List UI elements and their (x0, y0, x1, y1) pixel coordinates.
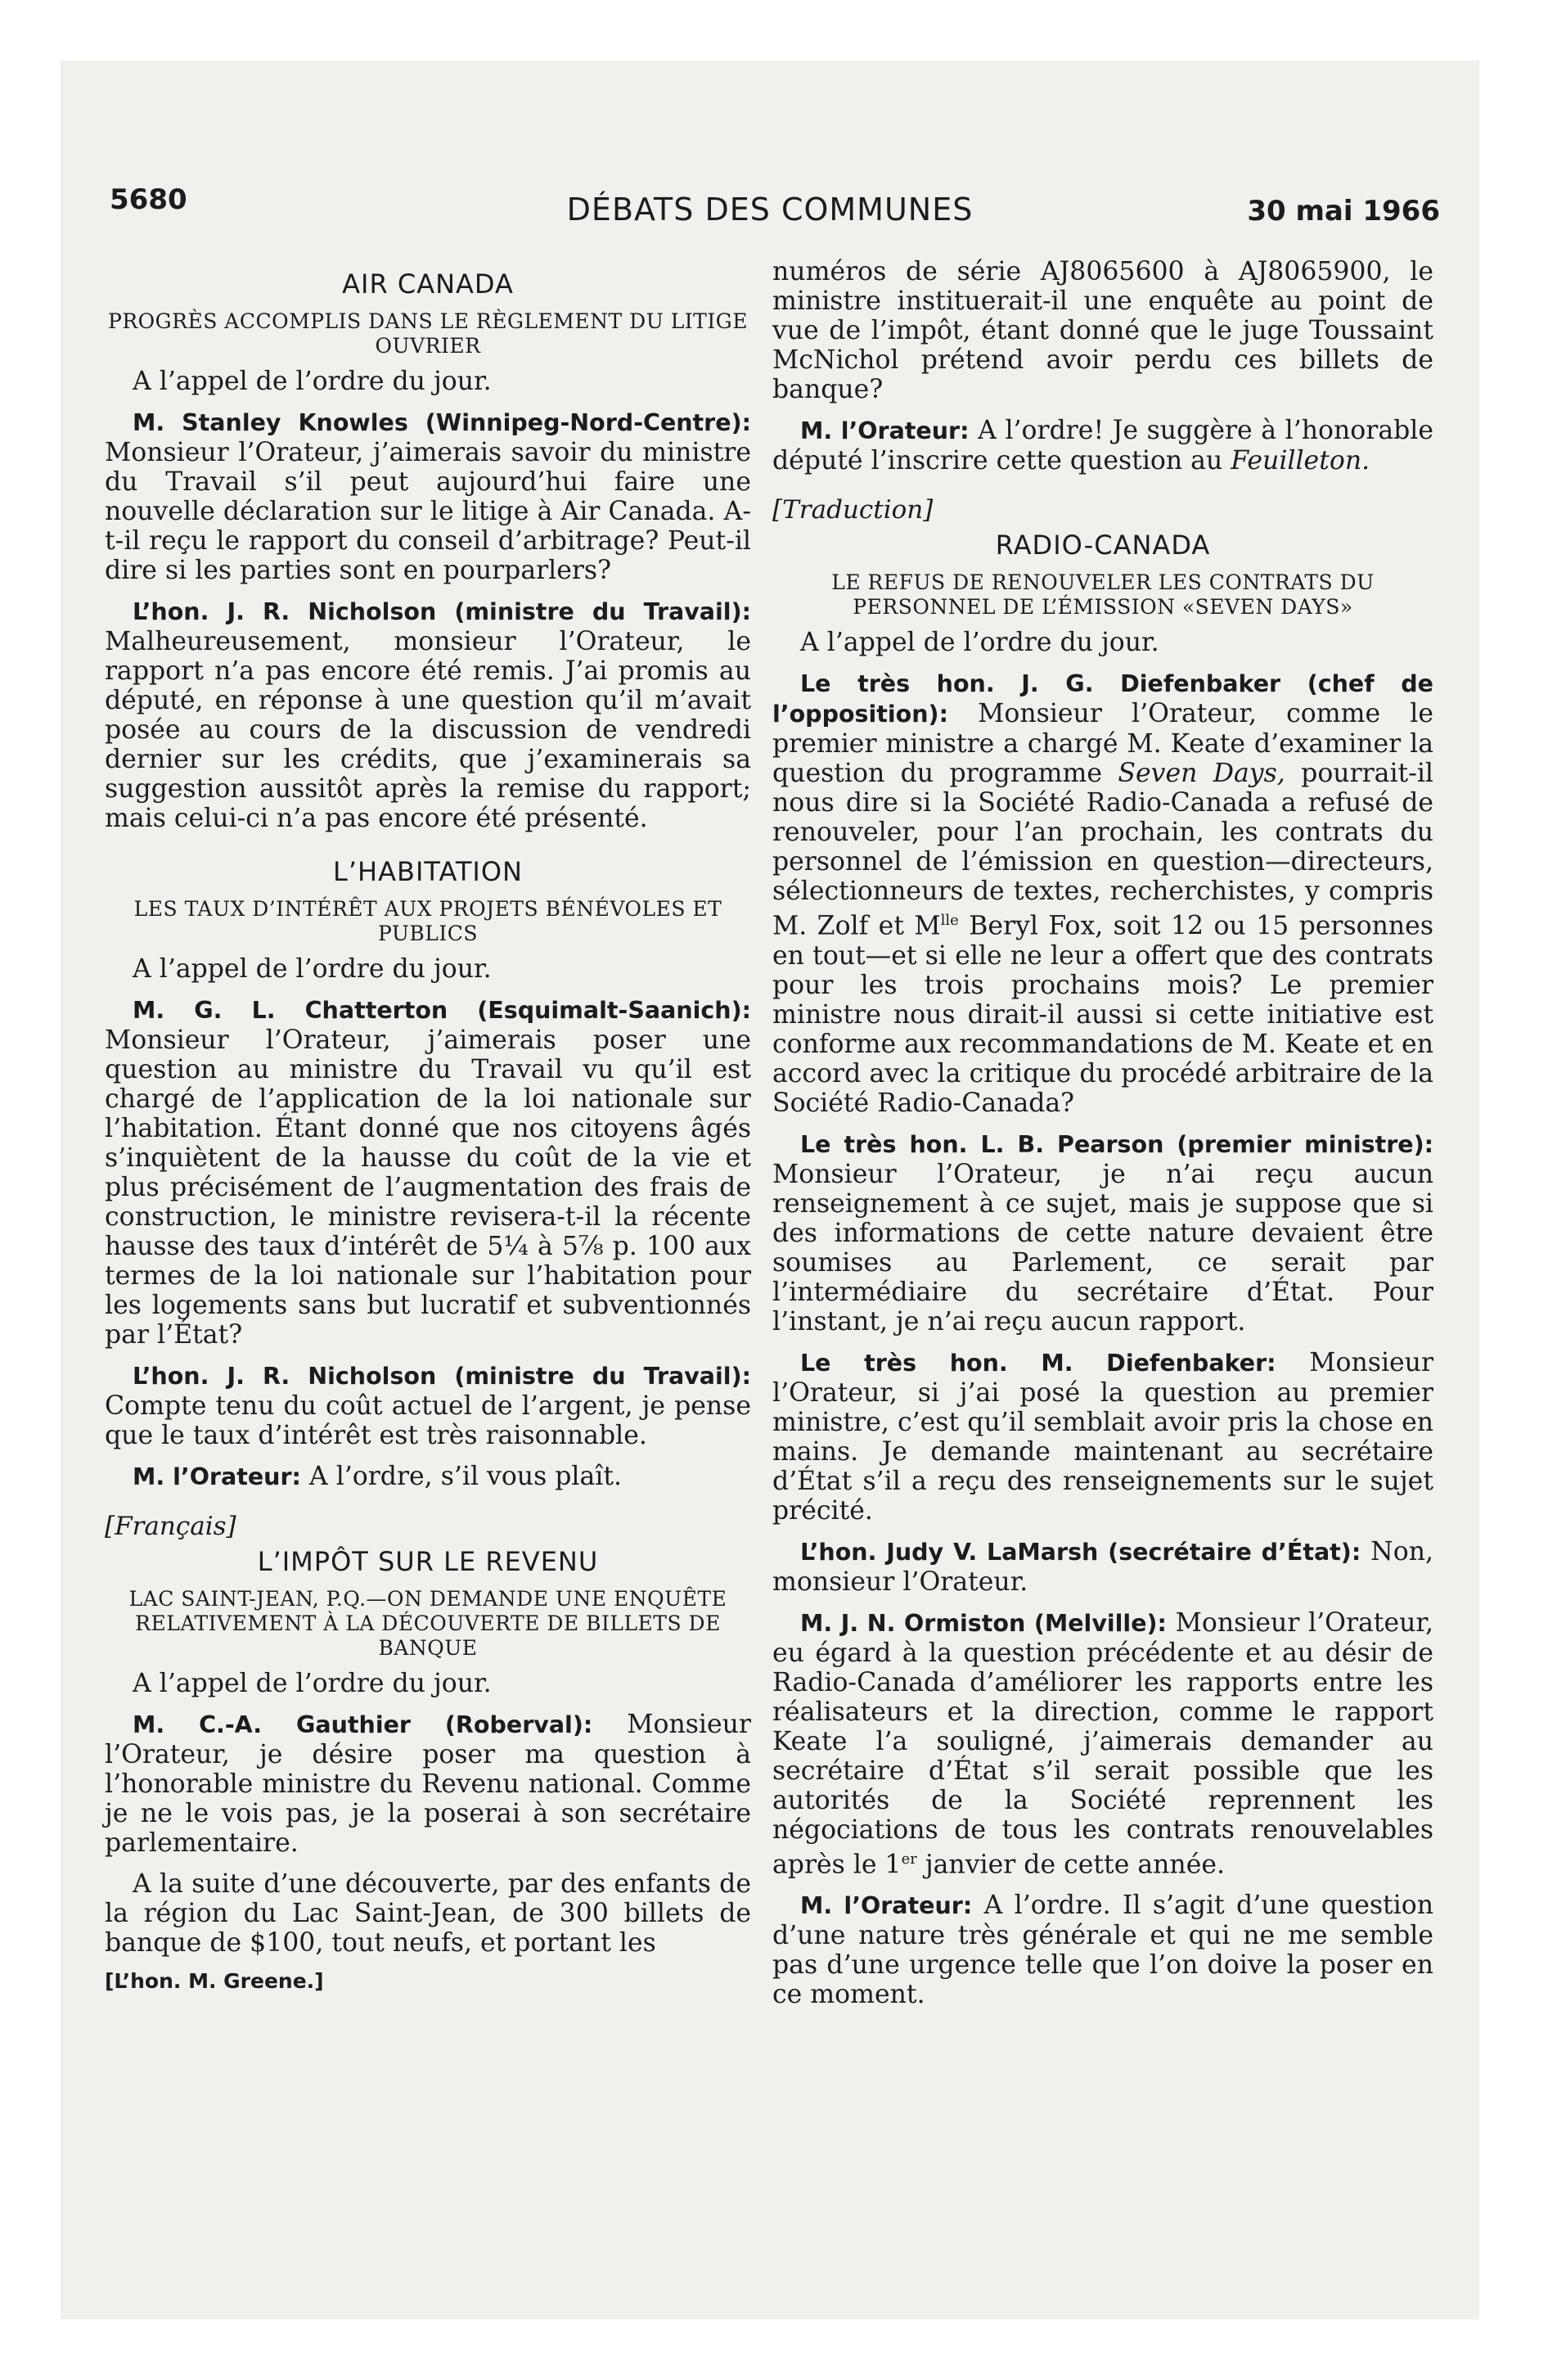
language-tag: [Français] (105, 1512, 236, 1541)
speech-text: A l’ordre, s’il vous plaît. (300, 1462, 623, 1491)
speech-text: Monsieur l’Orateur, si j’ai posé la question au premier ministre, c’est qu’il semblait avoir pris la chose en mains. Je demande maintenant au secrétaire d’État s’il a reçu des renseignements sur le sujet précité. (772, 1347, 1434, 1526)
italic-text: Feuilleton. (1231, 446, 1370, 476)
speech-text: A l’ordre. Il s’agit d’une question d’une nature très générale et qui ne me semble pas d’une urgence telle que l’on doive la poser en ce moment. (772, 1891, 1434, 2009)
speech-text: Malheureusement, monsieur l’Orateur, le rapport n’a pas encore été remis. J’ai promis au député, en réponse à une question qu’il m’avait posée au cours de la discussion de vendredi dernier sur les crédits, que j’examinerais sa suggestion aussitôt après la remise du rapport; mais celui-ci n’a pas encore été présenté. (105, 627, 751, 833)
speaker-name: Le très hon. M. Diefenbaker: (800, 1349, 1276, 1377)
speaker-name: M. G. L. Chatterton (Esquimalt-Saanich): (133, 997, 751, 1024)
speech-text: Compte tenu du coût actuel de l’argent, je pense que le taux d’intérêt est très raisonnable. (105, 1391, 751, 1450)
speaker-name: M. l’Orateur: (800, 417, 970, 444)
paragraph (105, 995, 751, 1350)
paragraph (105, 408, 751, 585)
issue-date: 30 mai 1966 (1247, 195, 1440, 228)
italic-text: Seven Days, (1118, 759, 1285, 788)
speaker-name: Le très hon. J. G. Diefenbaker (chef de l’opposition): (772, 670, 1433, 728)
speech-text: Monsieur l’Orateur, j’aimerais savoir du ministre du Travail s’il peut aujourd’hui faire une nouvelle déclaration sur le litige à Air Canada. A-t-il reçu le rapport du conseil d’arbitrage? Peut-il dire si les parties sont en pourparlers? (105, 438, 751, 585)
paragraph (772, 416, 1433, 476)
paragraph (105, 1462, 751, 1492)
speaker-name: M. C.-A. Gauthier (Roberval): (133, 1711, 593, 1738)
speaker-name: L’hon. Judy V. LaMarsh (secrétaire d’État): (800, 1538, 1361, 1566)
superscript: er (901, 1850, 917, 1868)
paragraph: A l’appel de l’ordre du jour. (133, 954, 492, 984)
speaker-name: Le très hon. L. B. Pearson (premier ministre): (800, 1130, 1433, 1158)
speech-text: A l’ordre! Je suggère à l’honorable député l’inscrire cette question au (772, 416, 1433, 476)
paragraph (772, 1537, 1433, 1597)
speaker-name: M. l’Orateur: (800, 1892, 973, 1919)
footer-text: [L’hon. M. Greene.] (105, 1969, 324, 1993)
paragraph (105, 1710, 751, 1858)
speech-text: à 5 (528, 1232, 578, 1261)
paragraph: A l’appel de l’ordre du jour. (133, 1669, 492, 1698)
paragraph: A l’appel de l’ordre du jour. (800, 628, 1159, 657)
paragraph (105, 597, 751, 833)
paragraph: A l’appel de l’ordre du jour. (133, 367, 492, 396)
section-subheading: LAC SAINT-JEAN, P.Q.—ON DEMANDE UNE ENQUÊTE RELATIVEMENT À LA DÉCOUVERTE DE BILLETS DE BANQUE (128, 1587, 727, 1660)
publication-title: DÉBATS DES COMMUNES (566, 192, 974, 228)
speaker-name: M. J. N. Ormiston (Melville): (800, 1609, 1167, 1637)
language-tag: [Traduction] (772, 495, 934, 525)
speech-text: Monsieur l’Orateur, je désire poser ma question à l’honorable ministre du Revenu national. Comme je ne le vois pas, je la poserai à son secrétaire parlementaire. (105, 1710, 751, 1858)
paragraph (105, 1361, 751, 1450)
right-column (772, 257, 1433, 2021)
speech-text: janvier de cette année. (916, 1850, 1226, 1879)
speech-text: Beryl Fox, soit 12 ou 15 personnes en tout—et si elle ne leur a offert que des contrats pour les trois prochains mois? Le premier ministre nous dirait-il aussi si cette initiative est conforme aux recommandations de M. Keate et en accord avec la critique du procédé arbitraire de la Société Radio-Canada? (772, 911, 1433, 1118)
section-heading-impot: L’IMPÔT SUR LE REVENU (257, 1546, 599, 1577)
paragraph (772, 669, 1433, 1118)
speaker-name: L’hon. J. R. Nicholson (ministre du Travail): (133, 1363, 751, 1390)
speech-text: Monsieur l’Orateur, j’aimerais poser une question au ministre du Travail vu qu’il est chargé de l’application de la loi nationale sur l’habitation. Étant donné que nos citoyens âgés s’inquiètent de la hausse du coût de la vie et plus précisément de l’augmentation des frais de construction, le ministre revisera-t-il la récente hausse des taux d’intérêt de 5 (105, 1025, 751, 1261)
page-header (61, 183, 1479, 232)
speech-text: pourrait-il nous dire si la Société Radio-Canada a refusé de renouveler, pour l’an prochain, les contrats du personnel de l’émission en question—directeurs, sélectionneurs de textes, recherchistes, y compris M. Zolf et M (772, 759, 1433, 941)
section-heading-air-canada: AIR CANADA (342, 268, 514, 300)
paragraph (772, 1608, 1433, 1880)
speech-text: Non, monsieur l’Orateur. (772, 1536, 1433, 1597)
paragraph: A la suite d’une découverte, par des enfants de la région du Lac Saint-Jean, de 300 billets de banque de $100, tout neufs, et portant les (105, 1869, 751, 1958)
speech-text: Monsieur l’Orateur, comme le premier ministre a chargé M. Keate d’examiner la question du programme (772, 699, 1433, 788)
section-heading-habitation: L’HABITATION (333, 856, 523, 887)
document-page (61, 61, 1479, 2319)
paragraph (772, 1129, 1433, 1336)
paragraph (772, 1348, 1433, 1526)
fraction: ⅞ (578, 1232, 604, 1261)
fraction: ¼ (503, 1232, 529, 1261)
section-subheading: LES TAUX D’INTÉRÊT AUX PROJETS BÉNÉVOLES ET PUBLICS (133, 897, 722, 945)
paragraph (772, 1891, 1433, 2009)
page-number: 5680 (110, 183, 187, 216)
speaker-name: M. l’Orateur: (133, 1463, 301, 1490)
section-subheading: LE REFUS DE RENOUVELER LES CONTRATS DU PERSONNEL DE L’ÉMISSION «SEVEN DAYS» (831, 570, 1375, 619)
speech-text: Monsieur l’Orateur, je n’ai reçu aucun renseignement à ce sujet, mais je suppose que si des informations de cette nature devaient être soumises au Parlement, ce serait par l’intermédiaire du secrétaire d’État. Pour l’instant, je n’ai reçu aucun rapport. (772, 1159, 1433, 1336)
page-footer-note (105, 1969, 751, 1993)
section-heading-radio-canada: RADIO-CANADA (995, 530, 1211, 561)
speaker-name: M. Stanley Knowles (Winnipeg-Nord-Centre): (133, 409, 751, 436)
left-column (105, 257, 751, 1993)
paragraph: numéros de série AJ8065600 à AJ8065900, le ministre instituerait-il une enquête au point de vue de l’impôt, étant donné que le juge Toussaint McNichol prétend avoir perdu ces billets de banque? (772, 257, 1433, 404)
speech-text: Monsieur l’Orateur, eu égard à la question précédente et au désir de Radio-Canada d’améliorer les rapports entre les réalisateurs et la direction, comme le rapport Keate l’a souligné, j’aimerais demander au secrétaire d’État s’il serait possible que les autorités de la Société reprennent les négociations de tous les contrats renouvelables après le 1 (772, 1607, 1433, 1879)
section-subheading: PROGRÈS ACCOMPLIS DANS LE RÈGLEMENT DU LITIGE OUVRIER (108, 309, 748, 358)
speaker-name: L’hon. J. R. Nicholson (ministre du Travail): (133, 598, 751, 625)
speech-text: p. 100 aux termes de la loi nationale sur l’habitation pour les logements sans but lucratif et subventionnés par l’État? (105, 1232, 751, 1350)
superscript: lle (940, 912, 959, 929)
